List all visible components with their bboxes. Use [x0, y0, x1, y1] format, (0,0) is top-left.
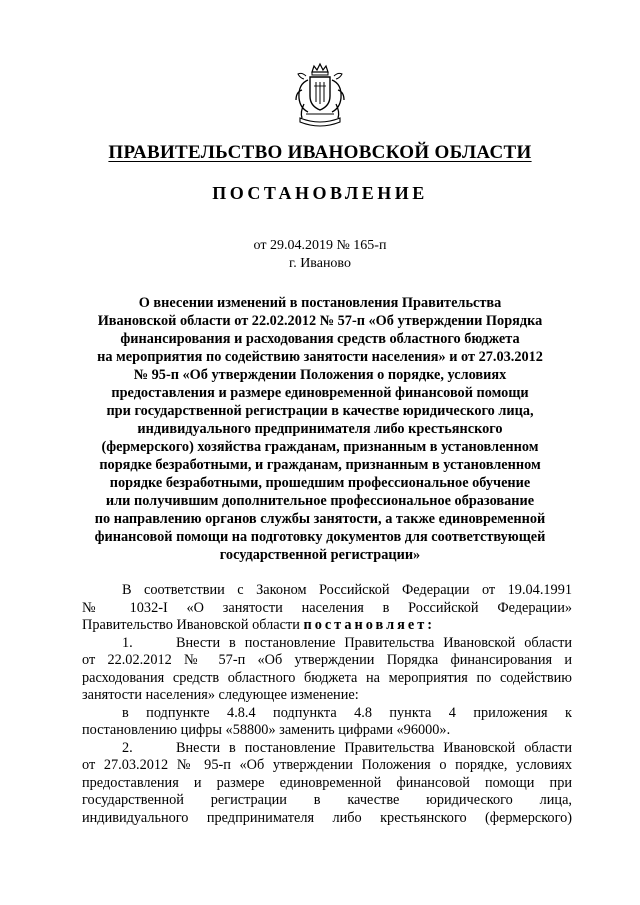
heading-line: индивидуального предпринимателя либо крестьянского — [137, 421, 503, 437]
heading-line: или получившим дополнительное профессиональное образование — [105, 493, 535, 509]
document-type: ПОСТАНОВЛЕНИЕ — [212, 183, 428, 203]
body-line: от 27.03.2012 № 95-п «Об утверждении Положения о порядке, условиях — [82, 757, 572, 773]
document-body — [82, 582, 572, 827]
heading-line: порядке безработными, и гражданам, признанным в установленном — [99, 457, 541, 473]
heading-line: по направлению органов службы занятости, а также единовременной — [94, 511, 546, 527]
heading-line: финансирования и расходования средств областного бюджета — [120, 331, 520, 347]
heading-line: О внесении изменений в постановления Правительства — [138, 295, 502, 311]
intro-prefix: Правительство Ивановской области — [82, 617, 304, 633]
heading-line: финансовой помощи на подготовку документов для соответствующей — [94, 529, 546, 545]
item-text: Внести в постановление Правительства Ивановской области — [176, 634, 572, 651]
heading-line: порядке безработными, прошедшим профессиональное обучение — [109, 475, 531, 491]
body-line: занятости населения» следующее изменение: — [82, 687, 359, 703]
body-line: в подпункте 4.8.4 подпункта 4.8 пункта 4 приложения к — [122, 704, 572, 721]
document-date-number: от 29.04.2019 № 165-п — [253, 238, 387, 253]
body-line: № 1032-I «О занятости населения в Российской Федерации» — [82, 599, 572, 616]
item-number: 2. — [122, 739, 133, 756]
body-line — [82, 740, 572, 758]
heading-line: № 95-п «Об утверждении Положения о порядке, условиях — [133, 367, 507, 383]
body-line — [82, 617, 572, 635]
item-text: Внести в постановление Правительства Ивановской области — [176, 739, 572, 756]
document-city: г. Иваново — [289, 256, 351, 271]
heading-line: Ивановской области от 22.02.2012 № 57-п «Об утверждении Порядка — [97, 313, 543, 329]
body-line: предоставления и размере единовременной финансовой помощи при — [82, 774, 572, 791]
body-line: индивидуального предпринимателя либо крестьянского (фермерского) — [82, 809, 572, 826]
heading-line: при государственной регистрации в качестве юридического лица, — [106, 403, 534, 419]
coat-of-arms-emblem — [290, 62, 350, 128]
body-line: от 22.02.2012 № 57-п «Об утверждении Порядка финансирования и — [82, 652, 572, 668]
heading-line: государственной регистрации» — [219, 547, 421, 563]
body-line: расходования средств областного бюджета на мероприятия по содействию — [82, 669, 572, 686]
body-line: государственной регистрации в качестве юридического лица, — [82, 792, 572, 808]
body-line: В соответствии с Законом Российской Федерации от 19.04.1991 — [122, 582, 572, 598]
organization-title: ПРАВИТЕЛЬСТВО ИВАНОВСКОЙ ОБЛАСТИ — [108, 142, 532, 163]
heading-line: на мероприятия по содействию занятости населения» и от 27.03.2012 — [97, 349, 543, 365]
body-line — [82, 635, 572, 653]
heading-line: предоставления и размере единовременной финансовой помощи — [111, 385, 529, 401]
document-heading — [80, 294, 560, 564]
heading-line: (фермерского) хозяйства гражданам, признанным в установленном — [101, 439, 539, 455]
body-line: постановлению цифры «58800» заменить цифрами «96000». — [82, 722, 451, 738]
decree-word: постановляет: — [303, 617, 435, 633]
item-number: 1. — [122, 634, 133, 651]
